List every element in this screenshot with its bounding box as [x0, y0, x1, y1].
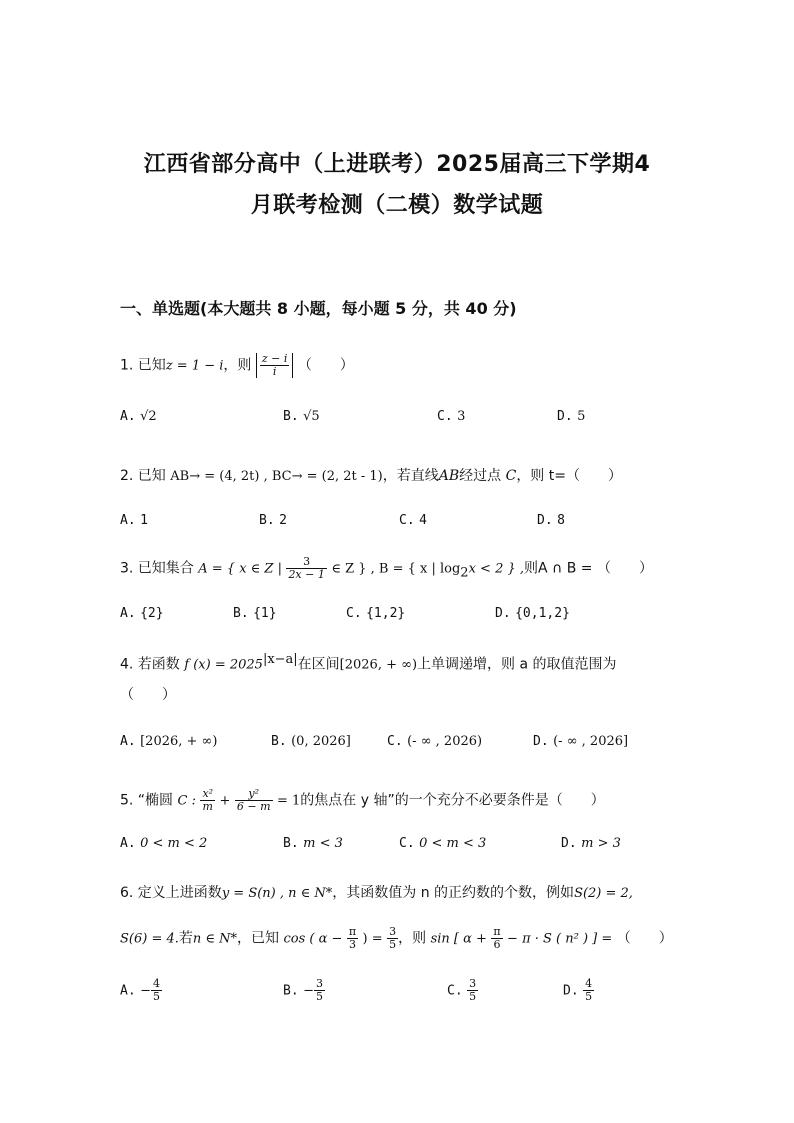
numerator: 4: [585, 977, 593, 990]
option-text: 8: [557, 513, 565, 528]
numerator: 4: [153, 977, 161, 990]
question-1-paren: （ ）: [297, 357, 354, 374]
question-4-paren: （ ）: [120, 687, 176, 703]
option-text: (0, 2026]: [291, 734, 351, 749]
question-5-frac2-num: y²: [235, 788, 273, 801]
q2-option-a: [120, 512, 148, 528]
option-text: 0 < m < 2: [140, 836, 208, 851]
q2-option-d: [537, 512, 565, 528]
question-4: [120, 652, 617, 674]
question-6-given: ，已知: [237, 930, 280, 947]
option-sign: −: [303, 983, 315, 999]
option-label: B.: [283, 836, 299, 851]
q1-option-d: [557, 408, 585, 424]
question-6-value-frac: [387, 926, 398, 951]
option-label: D.: [557, 409, 573, 424]
question-5-frac2: [235, 788, 273, 813]
option-label: D.: [563, 983, 579, 999]
question-1-frac-num: z − i: [261, 352, 288, 365]
question-2-ab: AB: [438, 468, 460, 484]
option-label: A.: [120, 513, 136, 528]
question-1-abs: [256, 353, 294, 378]
option-text: (- ∞ , 2026): [407, 734, 483, 749]
q3-option-c: [346, 605, 405, 621]
question-4-prefix: 4. 若函数: [120, 656, 180, 673]
pi-symbol: π: [348, 925, 357, 938]
option-text: {1,2}: [366, 606, 406, 621]
question-4-mid: 在区间: [297, 656, 340, 673]
question-5-tail: 的焦点在 y 轴”的一个充分不必要条件是（ ）: [300, 792, 605, 809]
numerator: 3: [316, 977, 324, 990]
option-label: D.: [537, 513, 553, 528]
question-2-mid2: 经过点: [459, 468, 502, 484]
option-label: B.: [259, 513, 275, 528]
question-5-plus: +: [219, 793, 231, 809]
question-2-mid: ，若直线: [382, 468, 439, 484]
option-text: √2: [140, 409, 157, 424]
option-label: B.: [271, 734, 287, 749]
question-5: [120, 788, 605, 813]
denominator: 5: [153, 990, 161, 1004]
numerator: 3: [469, 977, 477, 990]
section-heading: 一、单选题(本大题共 8 小题，每小题 5 分，共 40 分): [120, 299, 517, 318]
option-text: 0 < m < 3: [419, 836, 487, 851]
question-6-then: ，则: [398, 930, 427, 947]
question-5-prefix: 5. “椭圆: [120, 792, 174, 809]
q6-option-a: [120, 978, 162, 1003]
q1-option-c: [437, 408, 465, 424]
option-label: B.: [283, 409, 299, 424]
q2-option-c: [399, 512, 427, 528]
option-label: A.: [120, 983, 136, 999]
q6-option-d: [563, 978, 594, 1003]
denominator: 3: [348, 938, 356, 952]
question-1-mid: ，则: [223, 357, 252, 374]
question-3-frac-den: 2x − 1: [288, 568, 325, 582]
question-3-setA-post: ∈ Z } , B = { x | log: [331, 561, 461, 577]
question-6-n-domain: n ∈ N*: [192, 931, 238, 947]
option-text: [2026, + ∞): [140, 734, 218, 749]
question-1-condition: z = 1 − i: [165, 358, 224, 374]
question-6-desc: ，其函数值为 n 的正约数的个数，例如: [332, 885, 575, 901]
option-text: {0,1,2}: [515, 606, 570, 621]
option-text: m < 3: [303, 836, 343, 851]
numerator: 3: [389, 925, 397, 938]
option-frac: [583, 978, 594, 1003]
q5-option-c: [399, 835, 486, 851]
question-2-c: C: [505, 468, 517, 484]
option-label: C.: [387, 734, 403, 749]
question-6-line1: [120, 882, 633, 902]
question-3-setA-pre: A = { x ∈ Z |: [198, 561, 282, 577]
question-2-vectors: AB→ = (4, 2t) , BC→ = (2, 2t - 1): [170, 469, 383, 484]
q5-option-d: [561, 835, 621, 851]
q5-option-b: [283, 835, 343, 851]
page-title-line2: 月联考检测（二模）数学试题: [250, 193, 544, 218]
question-6-sin-pre: sin [ α +: [430, 931, 487, 947]
question-4-tail: 上单调递增，则 a 的取值范围为: [417, 656, 617, 673]
question-3-prefix: 3. 已知集合: [120, 560, 194, 577]
q6-option-c: [447, 978, 478, 1003]
question-1-prefix: 1. 已知: [120, 357, 166, 374]
option-label: A.: [120, 606, 136, 621]
q3-option-d: [495, 605, 570, 621]
option-label: C.: [399, 513, 415, 528]
question-2-prefix: 2. 已知: [120, 468, 166, 484]
option-text: 4: [419, 513, 427, 528]
question-3-tail: 则A ∩ B = （ ）: [524, 560, 653, 577]
pi-symbol: π: [493, 925, 501, 938]
question-6-cos-pre: cos ( α −: [283, 931, 343, 947]
option-label: C.: [399, 836, 415, 851]
question-4-func: f (x) = 2025: [184, 657, 263, 673]
question-5-frac1-num: x²: [202, 787, 214, 800]
q6-option-b: [283, 978, 325, 1003]
q1-option-a: [120, 408, 157, 424]
option-label: A.: [120, 836, 136, 851]
q1-option-b: [283, 408, 320, 424]
option-text: 5: [577, 409, 586, 424]
question-3-frac-num: 3: [286, 556, 326, 569]
option-text: {1}: [253, 606, 277, 621]
option-frac: [467, 978, 478, 1003]
option-text: 2: [279, 513, 287, 528]
question-4-exponent: |x−a|: [262, 652, 298, 667]
q5-option-a: [120, 835, 207, 851]
question-6-example1: S(2) = 2,: [574, 886, 633, 901]
q3-option-b: [233, 605, 277, 621]
option-label: A.: [120, 409, 136, 424]
denominator: 5: [469, 990, 477, 1004]
page-title-line1: 江西省部分高中（上进联考）2025届高三下学期4: [143, 152, 651, 177]
option-label: D.: [533, 734, 549, 749]
question-5-frac1: [200, 788, 215, 813]
question-6-paren: （ ）: [616, 930, 673, 947]
question-5-eq: = 1: [276, 793, 301, 809]
option-label: B.: [283, 983, 299, 999]
option-label: B.: [233, 606, 249, 621]
option-text: (- ∞ , 2026]: [553, 734, 629, 749]
q3-option-a: [120, 605, 164, 621]
question-3-frac: [286, 556, 326, 581]
question-3-setB-post: x < 2 } ,: [468, 561, 525, 577]
option-label: C.: [346, 606, 362, 621]
option-label: A.: [120, 734, 136, 749]
denominator: 6: [493, 938, 501, 952]
question-4-interval: [2026, + ∞): [339, 657, 418, 673]
option-text: 1: [140, 513, 148, 528]
question-6-prefix: 6. 定义上进函数: [120, 885, 222, 901]
question-6-pi-over-3: [347, 926, 358, 951]
option-label: D.: [495, 606, 511, 621]
option-label: C.: [437, 409, 453, 424]
option-text: 3: [457, 409, 466, 424]
option-label: C.: [447, 983, 463, 999]
denominator: 5: [389, 938, 397, 952]
q4-option-c: [387, 733, 482, 749]
question-6-sin-post: − π · S ( n² ) ] =: [507, 931, 613, 947]
question-5-c: C :: [177, 793, 196, 809]
question-2-tail: ，则 t=（ ）: [516, 468, 622, 484]
question-1: [120, 353, 354, 378]
option-text: √5: [303, 409, 320, 424]
question-6-pi-over-6: [491, 926, 502, 951]
option-text: {2}: [140, 606, 164, 621]
option-frac: [314, 978, 325, 1003]
question-5-frac1-den: m: [202, 800, 213, 814]
q2-option-b: [259, 512, 287, 528]
question-6-if: 若: [178, 930, 193, 947]
denominator: 5: [316, 990, 324, 1004]
question-3-log-base: 2: [460, 565, 469, 581]
question-2: [120, 465, 622, 485]
question-1-frac-den: i: [272, 365, 277, 379]
q4-option-d: [533, 733, 628, 749]
question-6-line2: [120, 926, 673, 951]
option-label: D.: [561, 836, 577, 851]
option-sign: −: [140, 983, 152, 999]
question-3: [120, 556, 653, 581]
question-5-frac2-den: 6 − m: [236, 800, 271, 814]
denominator: 5: [585, 990, 593, 1004]
question-6-example2: S(6) = 4.: [120, 931, 179, 947]
question-6-cos-post: ) =: [362, 931, 383, 947]
option-frac: [151, 978, 162, 1003]
option-text: m > 3: [581, 836, 621, 851]
question-6-function: y = S(n) , n ∈ N*: [221, 886, 333, 901]
q4-option-b: [271, 733, 351, 749]
q4-option-a: [120, 733, 217, 749]
